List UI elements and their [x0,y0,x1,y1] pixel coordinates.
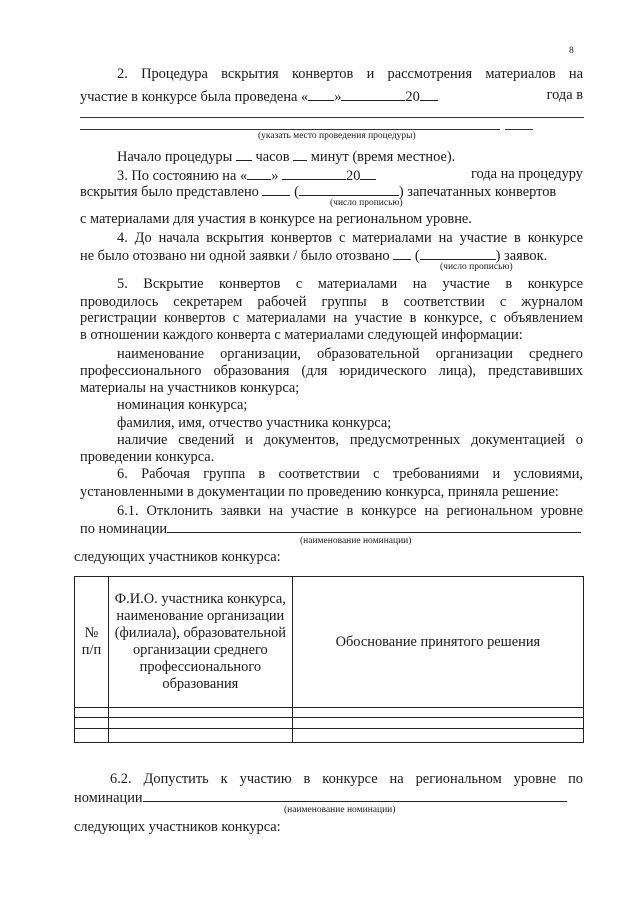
table-cell [292,708,583,718]
p62-line3: следующих участников конкурса: [74,819,281,835]
p4-paren-open: ( [414,248,420,264]
p6-line1: 6. Рабочая группа в соответствии с требованиями и условиями, [117,466,583,482]
p3-line1-end: года на процедуру [470,166,583,182]
p3-line1-text: 3. По состоянию на « [117,168,248,184]
p62-caption: (наименование номинации) [284,805,396,815]
p4-line2-end: ) заявок. [495,248,548,264]
table-cell [75,729,109,743]
start-time-label: Начало процедуры [117,149,233,165]
header-participant: Ф.И.О. участника конкурса, наименование организации (филиала), образовательной организации среднего профессионального образования [108,577,292,708]
p3-line2-end: ) запечатанных конвертов [398,184,557,200]
p3-month-blank [282,166,346,180]
table-cell [108,708,292,718]
info-item-2: номинация конкурса; [117,397,248,413]
p62-nomination-blank [143,788,567,802]
table-cell [75,718,109,729]
page-number: 8 [569,46,574,56]
p4-line2-text: не было отозвано ни одной заявки / было отозвано [80,248,390,264]
p6-line2: установленными в документации по проведению конкурса, приняла решение: [80,484,559,500]
place-caption: (указать место проведения процедуры) [258,131,416,141]
info-item-1-line2: профессионального образования (для юридического лица), представивших [80,363,583,379]
table-cell [75,708,109,718]
p61-nomination-blank [167,519,581,533]
withdrawn-words-blank [420,246,496,260]
info-item-1-line1: наименование организации, образовательной организации среднего [117,346,583,362]
p2-line2 [80,87,583,106]
p5-line4: в отношении каждого конверта с материалами следующей информации: [80,327,523,343]
hours-label: часов [255,149,290,165]
day-blank [308,87,334,101]
p61-caption: (наименование номинации) [300,536,412,546]
place-line-2 [80,129,500,130]
info-item-4-line1: наличие сведений и документов, предусмотренных документацией о [117,432,583,448]
table-cell [108,718,292,729]
month-blank [341,87,405,101]
p3-year-prefix: 20 [346,168,361,184]
hours-blank [236,147,252,161]
p61-line3: следующих участников конкурса: [74,549,281,565]
table-cell [292,718,583,729]
p5-line1: 5. Вскрытие конвертов с материалами на участие в конкурсе [117,276,583,292]
info-item-1-line3: материалы на участников конкурса; [80,380,300,396]
p3-line3: с материалами для участия в конкурсе на региональном уровне. [80,211,472,227]
p2-line1: 2. Процедура вскрытия конвертов и рассмотрения материалов на [117,66,583,82]
p61-nomination-label: по номинации [80,521,168,537]
table-row [75,708,584,718]
minutes-blank [293,147,307,161]
p61-line1: 6.1. Отклонить заявки на участие в конкурсе на региональном уровне [117,503,583,519]
p2-line2-text: участие в конкурсе была проведена « [80,89,309,105]
year-blank [420,87,438,101]
p3-paren-open: ( [294,184,299,200]
minutes-label: минут (время местное). [310,149,456,165]
place-line-3 [505,129,533,130]
p62-nomination-label: номинации [74,790,143,806]
withdrawn-count-blank [393,246,411,260]
envelopes-count-blank [262,182,290,196]
p2-year-prefix: 20 [405,89,420,105]
table-cell [292,729,583,743]
table-header-row [75,577,584,708]
info-item-4-line2: проведении конкурса. [80,449,215,465]
p62-line1: 6.2. Допустить к участию в конкурсе на региональном уровне по [110,771,583,787]
p3-caption: (число прописью) [330,198,403,208]
p3-day-blank [247,166,271,180]
table-cell [108,729,292,743]
p3-year-blank [360,166,376,180]
table-row [75,718,584,729]
start-time-line [117,147,455,166]
header-number: № п/п [75,577,109,708]
p2-quote-close: » [334,89,342,105]
p2-line2-end: года в [546,87,583,103]
p3-line2-text: вскрытия было представлено [80,184,259,200]
header-justification: Обоснование принятого решения [292,577,583,708]
p3-quote-close: » [271,168,279,184]
envelopes-words-blank [299,182,399,196]
p4-line1: 4. До начала вскрытия конвертов с материалами на участие в конкурсе [117,230,583,246]
p5-line3: регистрации конвертов с материалами на участие в конкурсе, с объявлением [80,310,583,326]
info-item-3: фамилия, имя, отчество участника конкурса; [117,415,392,431]
rejected-participants-table [74,576,584,743]
place-line-1 [80,117,584,118]
p5-line2: проводилось секретарем рабочей группы в соответствии с журналом [80,294,583,310]
table-row [75,729,584,743]
p4-caption: (число прописью) [440,262,513,272]
p3-line2 [80,182,556,201]
